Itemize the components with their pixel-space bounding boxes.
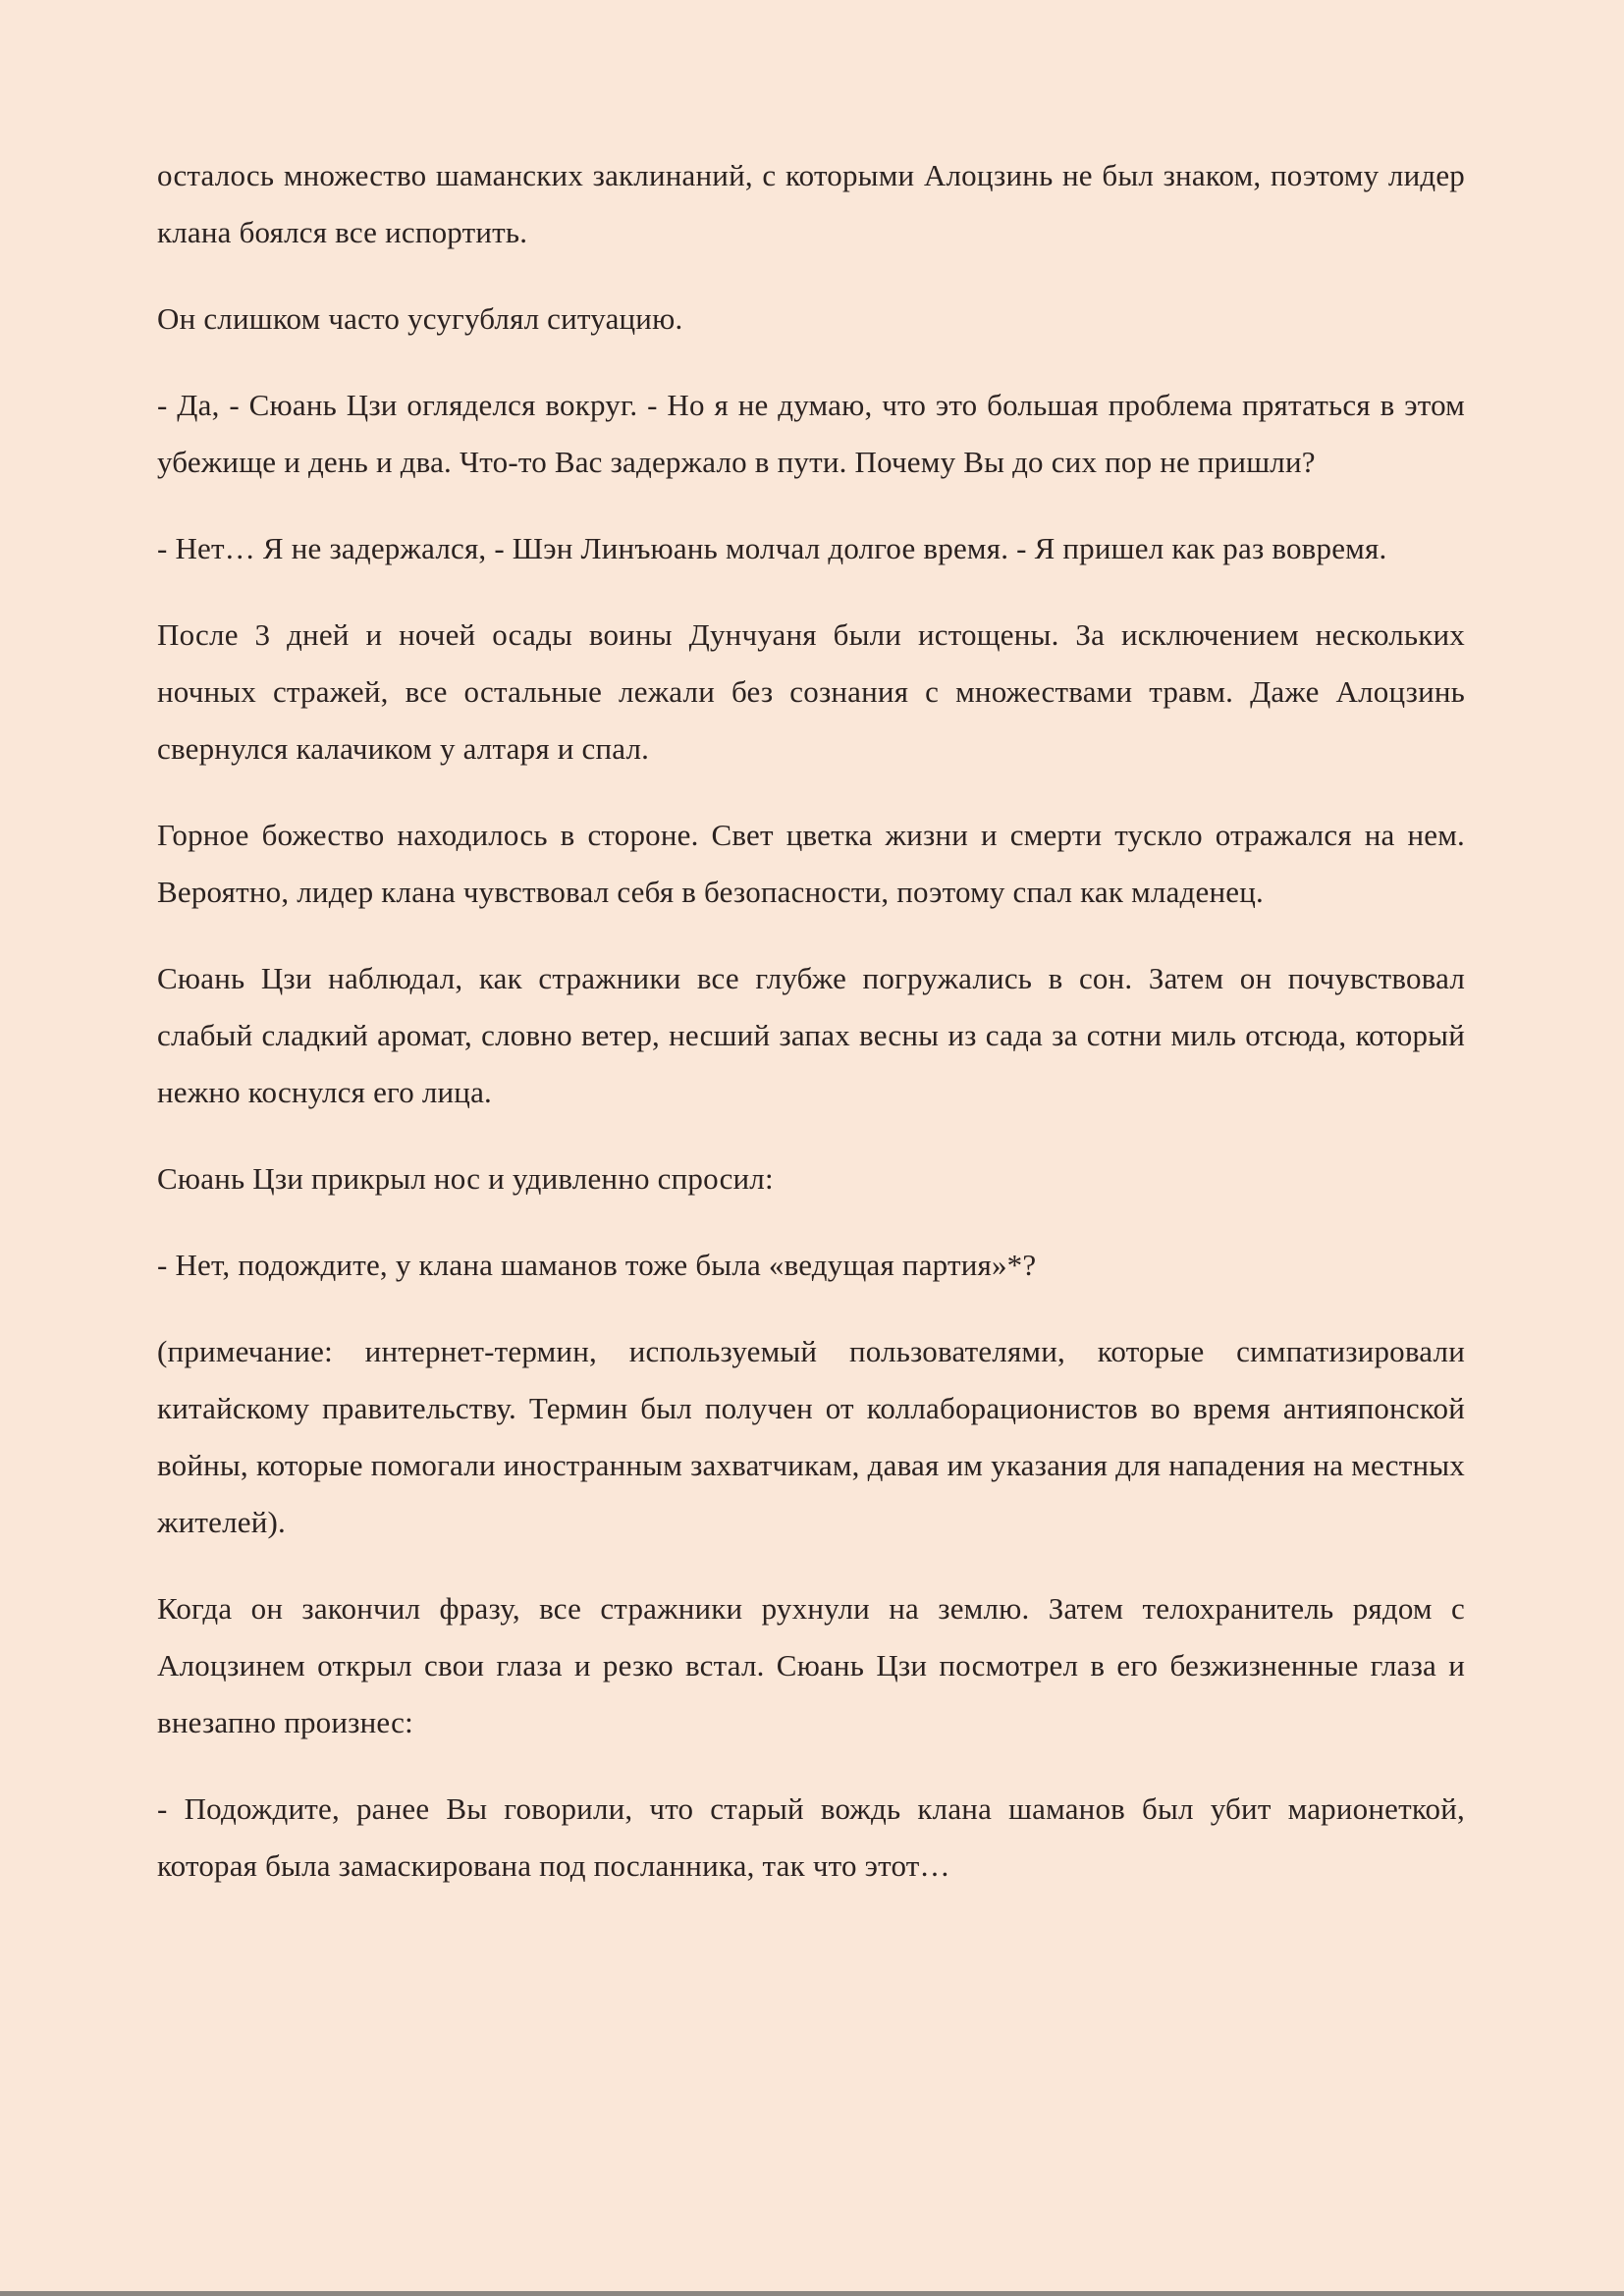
paragraph: Сюань Цзи наблюдал, как стражники все глубже погружались в сон. Затем он почувствовал слабый сладкий аромат, словно ветер, несший запах весны из сада за сотни миль отсюда, который нежно коснулся его лица. — [157, 961, 1465, 1109]
paragraph: После 3 дней и ночей осады воины Дунчуаня были истощены. За исключением нескольких ночных стражей, все остальные лежали без сознания с множествами травм. Даже Алоцзинь свернулся калачиком у алтаря и спал. — [157, 617, 1465, 766]
paragraph: - Да, - Сюань Цзи огляделся вокруг. - Но я не думаю, что это большая проблема прятаться в этом убежище и день и два. Что-то Вас задержало в пути. Почему Вы до сих пор не пришли? — [157, 388, 1465, 479]
page-bottom-divider — [0, 2291, 1624, 2296]
paragraph: (примечание: интернет-термин, используемый пользователями, которые симпатизировали китайскому правительству. Термин был получен от коллаборационистов во время антияпонской войны, которые помогали иностранным захватчикам, давая им указания для нападения на местных жителей). — [157, 1334, 1465, 1539]
paragraph: - Подождите, ранее Вы говорили, что старый вождь клана шаманов был убит марионеткой, которая была замаскирована под посланника, так что этот… — [157, 1791, 1465, 1883]
paragraph: - Нет, подождите, у клана шаманов тоже была «ведущая партия»*? — [157, 1248, 1037, 1282]
paragraph: Когда он закончил фразу, все стражники рухнули на землю. Затем телохранитель рядом с Алоцзинем открыл свои глаза и резко встал. Сюань Цзи посмотрел в его безжизненные глаза и внезапно произнес: — [157, 1591, 1465, 1739]
paragraph: Горное божество находилось в стороне. Свет цветка жизни и смерти тускло отражался на нем. Вероятно, лидер клана чувствовал себя в безопасности, поэтому спал как младенец. — [157, 818, 1465, 909]
paragraph: Сюань Цзи прикрыл нос и удивленно спросил: — [157, 1161, 774, 1196]
paragraph: - Нет… Я не задержался, - Шэн Линъюань молчал долгое время. - Я пришел как раз вовремя. — [157, 531, 1387, 565]
paragraph: осталось множество шаманских заклинаний, с которыми Алоцзинь не был знаком, поэтому лидер клана боялся все испортить. — [157, 158, 1465, 249]
paragraph: Он слишком часто усугублял ситуацию. — [157, 301, 683, 336]
